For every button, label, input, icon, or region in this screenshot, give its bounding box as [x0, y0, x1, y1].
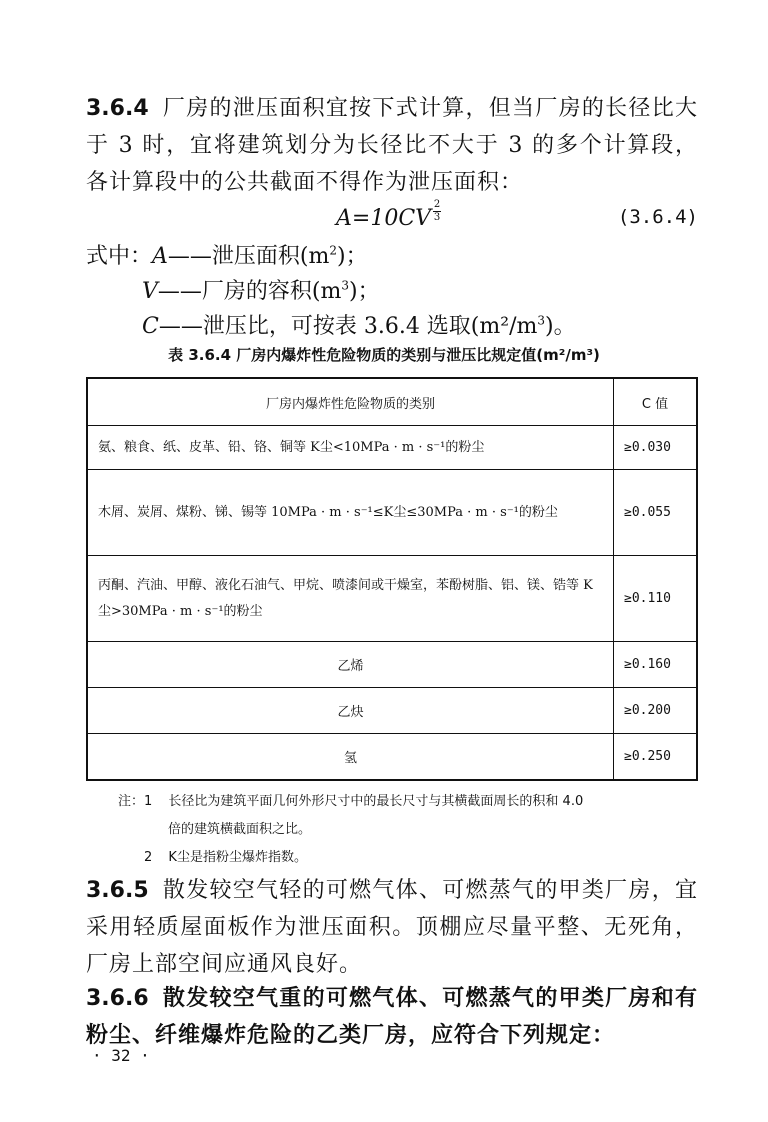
row-category: 丙酮、汽油、甲醇、液化石油气、甲烷、喷漆间或干燥室，苯酚树脂、铝、镁、锆等 K尘>30MPa · m · s⁻¹的粉尘 — [87, 556, 614, 642]
row-value: ≥0.250 — [614, 734, 698, 780]
row-value: ≥0.110 — [614, 556, 698, 642]
definition-prefix: 式中： — [86, 244, 153, 269]
table-header-row — [87, 378, 697, 426]
definition-sup: 3 — [537, 313, 545, 328]
table-caption: 表 3.6.4 厂房内爆炸性危险物质的类别与泄压比规定值(m²/m³) — [168, 346, 600, 364]
definition-tail: )。 — [545, 314, 576, 339]
clause-3-6-4 — [86, 90, 698, 201]
table-row — [87, 642, 697, 688]
table-row — [87, 688, 697, 734]
pressure-relief-table — [86, 377, 698, 781]
definition-text: 泄压比，可按表 3.6.4 选取(m²/m — [202, 314, 538, 339]
row-category: 木屑、炭屑、煤粉、锑、锡等 10MPa · m · s⁻¹≤K尘≤30MPa · m · s⁻¹的粉尘 — [87, 470, 614, 556]
formula-expression — [336, 199, 441, 231]
definition-sup: 2 — [329, 243, 337, 258]
definition-a — [86, 242, 368, 272]
note-2-number: 2 — [144, 850, 153, 865]
clause-number: 3.6.4 — [86, 96, 149, 121]
row-category: 乙烯 — [87, 642, 614, 688]
definition-symbol: V — [142, 279, 158, 304]
row-category: 氢 — [87, 734, 614, 780]
row-value: ≥0.055 — [614, 470, 698, 556]
row-value: ≥0.160 — [614, 642, 698, 688]
note-label: 注：1 — [118, 794, 153, 809]
clause-number: 3.6.6 — [86, 986, 149, 1011]
formula-3-6-4 — [86, 199, 698, 238]
clause-3-6-5 — [86, 872, 698, 983]
row-category: 乙炔 — [87, 688, 614, 734]
definition-text: 厂房的容积(m — [201, 279, 342, 304]
definition-dash: —— — [167, 244, 212, 269]
clause-number: 3.6.5 — [86, 878, 149, 903]
definition-v — [142, 277, 380, 307]
clause-text: 厂房的泄压面积宜按下式计算，但当厂房的长径比大于 3 时，宜将建筑划分为长径比不大于 3 的多个计算段，各计算段中的公共截面不得作为泄压面积： — [86, 96, 698, 195]
definition-dash: —— — [157, 279, 202, 304]
table-note-1-continued: 倍的建筑横截面积之比。 — [168, 822, 312, 837]
table-note-1 — [118, 788, 583, 816]
row-category: 氨、粮食、纸、皮革、铅、铬、铜等 K尘<10MPa · m · s⁻¹的粉尘 — [87, 426, 614, 470]
header-c-value: C 值 — [614, 378, 698, 426]
row-value: ≥0.200 — [614, 688, 698, 734]
definition-dash: —— — [158, 314, 203, 339]
exponent-denominator: 3 — [433, 212, 441, 223]
definition-tail: )； — [348, 279, 380, 304]
formula-exponent — [433, 200, 441, 223]
note-1-text: 长径比为建筑平面几何外形尺寸中的最长尺寸与其横截面周长的积和 4.0 — [168, 794, 584, 809]
formula-number: (3.6.4) — [617, 206, 698, 228]
table-row — [87, 426, 697, 470]
header-category: 厂房内爆炸性危险物质的类别 — [87, 378, 614, 426]
definition-symbol: A — [152, 244, 168, 269]
clause-3-6-6 — [86, 980, 698, 1054]
table-row — [87, 734, 697, 780]
formula-lhs: A=10CV — [336, 206, 432, 231]
table-note-2 — [144, 844, 307, 872]
definition-c — [142, 312, 576, 342]
table-row — [87, 470, 697, 556]
clause-text: 散发较空气轻的可燃气体、可燃蒸气的甲类厂房，宜采用轻质屋面板作为泄压面积。顶棚应尽量平整、无死角，厂房上部空间应通风良好。 — [86, 878, 698, 977]
definition-tail: )； — [337, 244, 368, 269]
definition-text: 泄压面积(m — [211, 244, 330, 269]
definition-symbol: C — [142, 314, 159, 339]
note-2-text: K尘是指粉尘爆炸指数。 — [168, 850, 307, 865]
definition-sup: 3 — [341, 278, 349, 293]
table-row — [87, 556, 697, 642]
exponent-numerator: 2 — [433, 199, 441, 210]
row-value: ≥0.030 — [614, 426, 698, 470]
page-number: · 32 · — [92, 1046, 150, 1065]
clause-text: 散发较空气重的可燃气体、可燃蒸气的甲类厂房和有粉尘、纤维爆炸危险的乙类厂房，应符合下列规定： — [86, 986, 698, 1048]
